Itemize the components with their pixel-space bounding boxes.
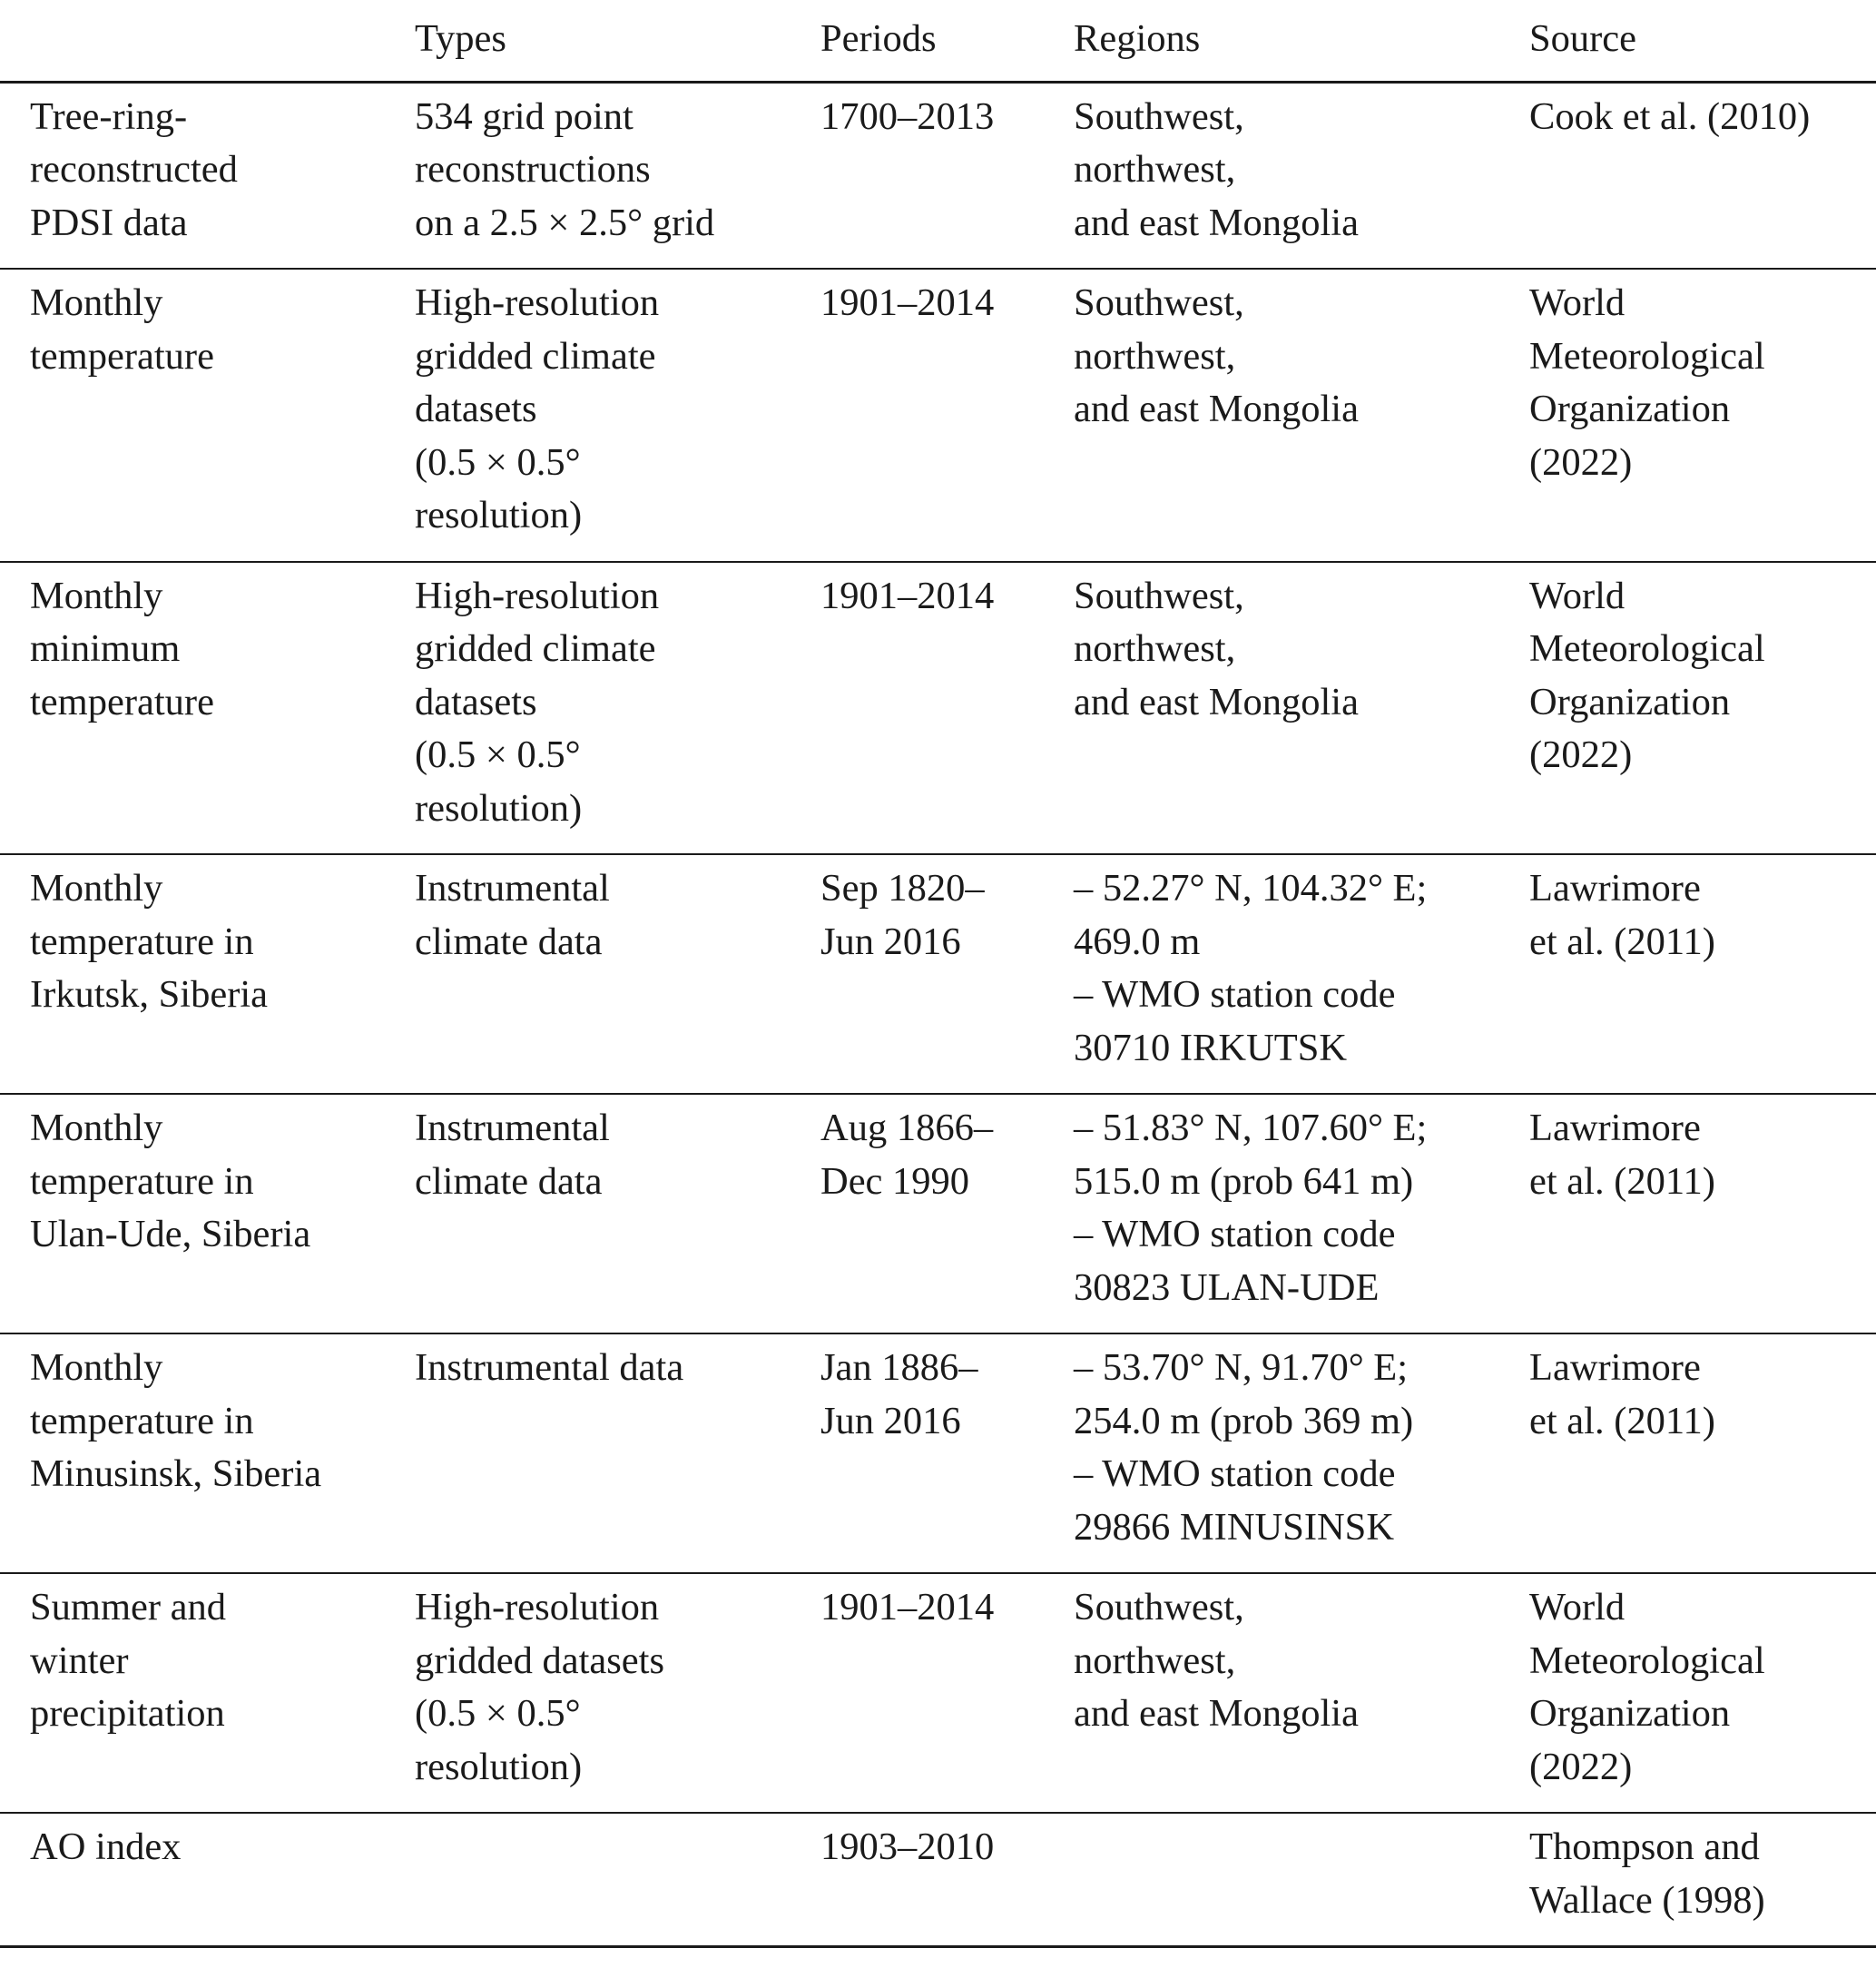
- cell-line: High-resolution: [415, 281, 660, 324]
- cell-line: minimum: [30, 627, 181, 670]
- table-header-row: [0, 0, 1876, 82]
- cell-line: temperature: [30, 334, 214, 378]
- cell-line: World: [1529, 281, 1626, 324]
- cell-line: (0.5 × 0.5°: [415, 440, 581, 484]
- cell-source: [1529, 1813, 1876, 1947]
- cell-variable: [0, 854, 415, 1094]
- cell-line: Southwest,: [1074, 574, 1244, 617]
- cell-line: Jan 1886–: [820, 1346, 978, 1389]
- cell-line: and east Mongolia: [1074, 201, 1359, 244]
- cell-line: temperature in: [30, 1159, 254, 1203]
- cell-periods: [820, 269, 1074, 562]
- cell-line: Meteorological: [1529, 1638, 1765, 1682]
- table-body: [0, 82, 1876, 1947]
- cell-regions: [1074, 1573, 1529, 1813]
- cell-line: Monthly: [30, 574, 163, 617]
- table-row: [0, 1094, 1876, 1333]
- cell-line: Monthly: [30, 1346, 163, 1389]
- cell-line: 30823 ULAN-UDE: [1074, 1265, 1380, 1309]
- cell-line: Instrumental data: [415, 1346, 684, 1389]
- cell-line: and east Mongolia: [1074, 1692, 1359, 1735]
- cell-line: climate data: [415, 920, 603, 963]
- cell-periods: [820, 1813, 1074, 1947]
- cell-line: World: [1529, 1586, 1626, 1629]
- cell-line: Organization: [1529, 388, 1731, 430]
- cell-line: on a 2.5 × 2.5° grid: [415, 201, 715, 244]
- cell-line: AO index: [30, 1825, 182, 1868]
- cell-line: 1901–2014: [820, 574, 995, 617]
- cell-periods: [820, 854, 1074, 1094]
- cell-line: Ulan-Ude, Siberia: [30, 1213, 311, 1255]
- cell-source: [1529, 1573, 1876, 1813]
- cell-line: – 53.70° N, 91.70° E;: [1074, 1346, 1409, 1389]
- header-variable: [0, 0, 415, 82]
- table-row: [0, 82, 1876, 269]
- cell-line: – WMO station code: [1074, 973, 1396, 1016]
- cell-line: Southwest,: [1074, 281, 1244, 324]
- cell-line: (2022): [1529, 733, 1633, 776]
- cell-source: [1529, 82, 1876, 269]
- cell-types: [415, 1813, 820, 1947]
- cell-line: gridded datasets: [415, 1638, 664, 1682]
- cell-line: reconstructions: [415, 148, 651, 191]
- cell-variable: [0, 1813, 415, 1947]
- cell-line: – WMO station code: [1074, 1213, 1396, 1255]
- cell-line: and east Mongolia: [1074, 680, 1359, 723]
- cell-line: – WMO station code: [1074, 1452, 1396, 1495]
- cell-line: 469.0 m: [1074, 920, 1201, 963]
- table-row: [0, 562, 1876, 855]
- cell-line: Monthly: [30, 867, 163, 910]
- cell-types: [415, 269, 820, 562]
- cell-types: [415, 1573, 820, 1813]
- cell-line: World: [1529, 574, 1626, 617]
- cell-line: 1901–2014: [820, 1586, 995, 1629]
- cell-regions: [1074, 1813, 1529, 1947]
- cell-line: datasets: [415, 680, 537, 723]
- cell-line: Monthly: [30, 281, 163, 324]
- cell-line: 29866 MINUSINSK: [1074, 1505, 1395, 1549]
- cell-line: Sep 1820–: [820, 867, 985, 910]
- cell-periods: [820, 82, 1074, 269]
- cell-periods: [820, 1333, 1074, 1573]
- cell-line: climate data: [415, 1159, 603, 1203]
- cell-line: et al. (2011): [1529, 1399, 1715, 1442]
- cell-line: precipitation: [30, 1692, 225, 1735]
- cell-line: northwest,: [1074, 334, 1236, 378]
- cell-line: High-resolution: [415, 1586, 660, 1629]
- cell-line: Monthly: [30, 1107, 163, 1149]
- table-row: [0, 269, 1876, 562]
- cell-line: Southwest,: [1074, 94, 1244, 138]
- cell-line: Aug 1866–: [820, 1107, 994, 1149]
- cell-line: Tree-ring-: [30, 94, 188, 138]
- cell-regions: [1074, 562, 1529, 855]
- cell-line: et al. (2011): [1529, 1159, 1715, 1203]
- cell-line: gridded climate: [415, 334, 656, 378]
- cell-line: resolution): [415, 494, 583, 536]
- cell-line: northwest,: [1074, 627, 1236, 670]
- cell-line: gridded climate: [415, 627, 656, 670]
- cell-line: Summer and: [30, 1586, 227, 1629]
- cell-line: Southwest,: [1074, 1586, 1244, 1629]
- table-row: [0, 854, 1876, 1094]
- cell-variable: [0, 82, 415, 269]
- cell-line: Jun 2016: [820, 920, 961, 963]
- cell-line: Meteorological: [1529, 627, 1765, 670]
- cell-line: temperature in: [30, 920, 254, 963]
- cell-variable: [0, 562, 415, 855]
- cell-line: (0.5 × 0.5°: [415, 1692, 581, 1735]
- cell-variable: [0, 1094, 415, 1333]
- cell-source: [1529, 1094, 1876, 1333]
- cell-periods: [820, 1094, 1074, 1333]
- cell-line: Instrumental: [415, 867, 610, 910]
- cell-variable: [0, 1573, 415, 1813]
- cell-regions: [1074, 1094, 1529, 1333]
- cell-line: 1700–2013: [820, 94, 995, 138]
- cell-variable: [0, 269, 415, 562]
- cell-line: Irkutsk, Siberia: [30, 973, 269, 1016]
- header-source: Source: [1529, 0, 1876, 82]
- cell-types: [415, 854, 820, 1094]
- cell-line: Instrumental: [415, 1107, 610, 1149]
- cell-line: winter: [30, 1638, 129, 1682]
- cell-source: [1529, 269, 1876, 562]
- cell-line: 515.0 m (prob 641 m): [1074, 1159, 1414, 1203]
- cell-line: Jun 2016: [820, 1399, 961, 1442]
- cell-line: northwest,: [1074, 148, 1236, 191]
- cell-line: 30710 IRKUTSK: [1074, 1026, 1348, 1069]
- cell-types: [415, 82, 820, 269]
- cell-types: [415, 562, 820, 855]
- cell-regions: [1074, 269, 1529, 562]
- cell-types: [415, 1333, 820, 1573]
- cell-line: Organization: [1529, 1692, 1731, 1735]
- cell-line: et al. (2011): [1529, 920, 1715, 963]
- cell-line: resolution): [415, 786, 583, 830]
- cell-line: – 52.27° N, 104.32° E;: [1074, 867, 1428, 910]
- table-row: [0, 1813, 1876, 1947]
- cell-regions: [1074, 82, 1529, 269]
- cell-line: Lawrimore: [1529, 1346, 1701, 1389]
- cell-types: [415, 1094, 820, 1333]
- cell-line: – 51.83° N, 107.60° E;: [1074, 1107, 1428, 1149]
- header-types: Types: [415, 0, 820, 82]
- cell-line: 534 grid point: [415, 94, 634, 138]
- cell-source: [1529, 1333, 1876, 1573]
- header-regions: Regions: [1074, 0, 1529, 82]
- cell-line: 1901–2014: [820, 281, 995, 324]
- cell-line: Meteorological: [1529, 334, 1765, 378]
- cell-line: Organization: [1529, 680, 1731, 723]
- cell-line: resolution): [415, 1745, 583, 1788]
- table-row: [0, 1333, 1876, 1573]
- table-row: [0, 1573, 1876, 1813]
- cell-line: 1903–2010: [820, 1825, 995, 1868]
- cell-line: PDSI data: [30, 201, 188, 244]
- cell-variable: [0, 1333, 415, 1573]
- cell-periods: [820, 562, 1074, 855]
- cell-line: temperature in: [30, 1399, 254, 1442]
- cell-source: [1529, 562, 1876, 855]
- cell-line: reconstructed: [30, 148, 238, 191]
- cell-line: (2022): [1529, 1745, 1633, 1788]
- cell-line: datasets: [415, 388, 537, 430]
- cell-line: and east Mongolia: [1074, 388, 1359, 430]
- cell-line: Wallace (1998): [1529, 1878, 1765, 1922]
- cell-line: Minusinsk, Siberia: [30, 1452, 322, 1495]
- cell-source: [1529, 854, 1876, 1094]
- cell-line: (2022): [1529, 440, 1633, 484]
- cell-periods: [820, 1573, 1074, 1813]
- cell-line: Dec 1990: [820, 1159, 970, 1203]
- cell-line: Cook et al. (2010): [1529, 94, 1811, 138]
- cell-line: Lawrimore: [1529, 867, 1701, 910]
- cell-line: Lawrimore: [1529, 1107, 1701, 1149]
- cell-line: temperature: [30, 680, 214, 723]
- cell-regions: [1074, 1333, 1529, 1573]
- cell-regions: [1074, 854, 1529, 1094]
- cell-line: 254.0 m (prob 369 m): [1074, 1399, 1414, 1442]
- cell-line: (0.5 × 0.5°: [415, 733, 581, 776]
- header-periods: Periods: [820, 0, 1074, 82]
- cell-line: northwest,: [1074, 1638, 1236, 1682]
- cell-line: Thompson and: [1529, 1825, 1760, 1868]
- cell-line: High-resolution: [415, 574, 660, 617]
